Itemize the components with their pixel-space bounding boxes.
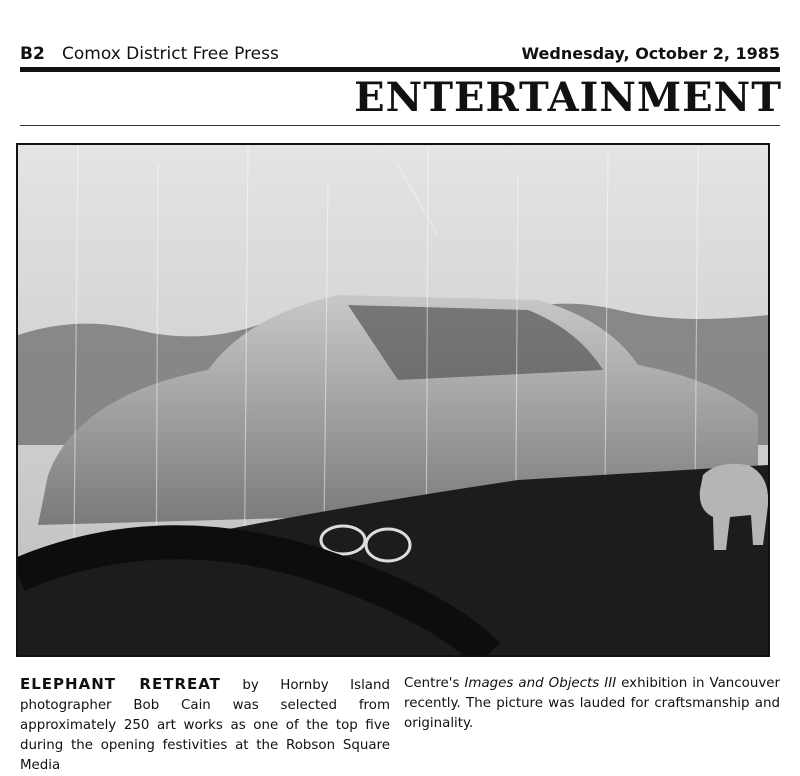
exhibition-title: Images and Objects III: [464, 676, 617, 691]
page-header: [20, 44, 780, 68]
newspaper-name: Comox District Free Press: [62, 44, 279, 64]
header-rule: [20, 67, 780, 72]
caption-column-1: [20, 674, 390, 776]
caption-text-2b: exhibition in Vancouver recently. The picture was lauded for craftsmanship and originality.: [404, 676, 780, 731]
caption-headline: ELEPHANT RETREAT: [20, 675, 221, 693]
news-photo: [16, 143, 770, 657]
section-rule: [20, 125, 780, 126]
section-title: ENTERTAINMENT: [354, 74, 782, 121]
photo-illustration: [18, 145, 768, 655]
issue-date: Wednesday, October 2, 1985: [521, 44, 780, 63]
caption-text-1: by Hornby Island photographer Bob Cain was selected from approximately 250 art works as one of the top five during the opening festivities at the Robson Square Media: [20, 678, 390, 773]
page-number: B2: [20, 44, 45, 64]
caption-text-2a: Centre's: [404, 676, 465, 691]
caption-column-2: [404, 674, 780, 734]
